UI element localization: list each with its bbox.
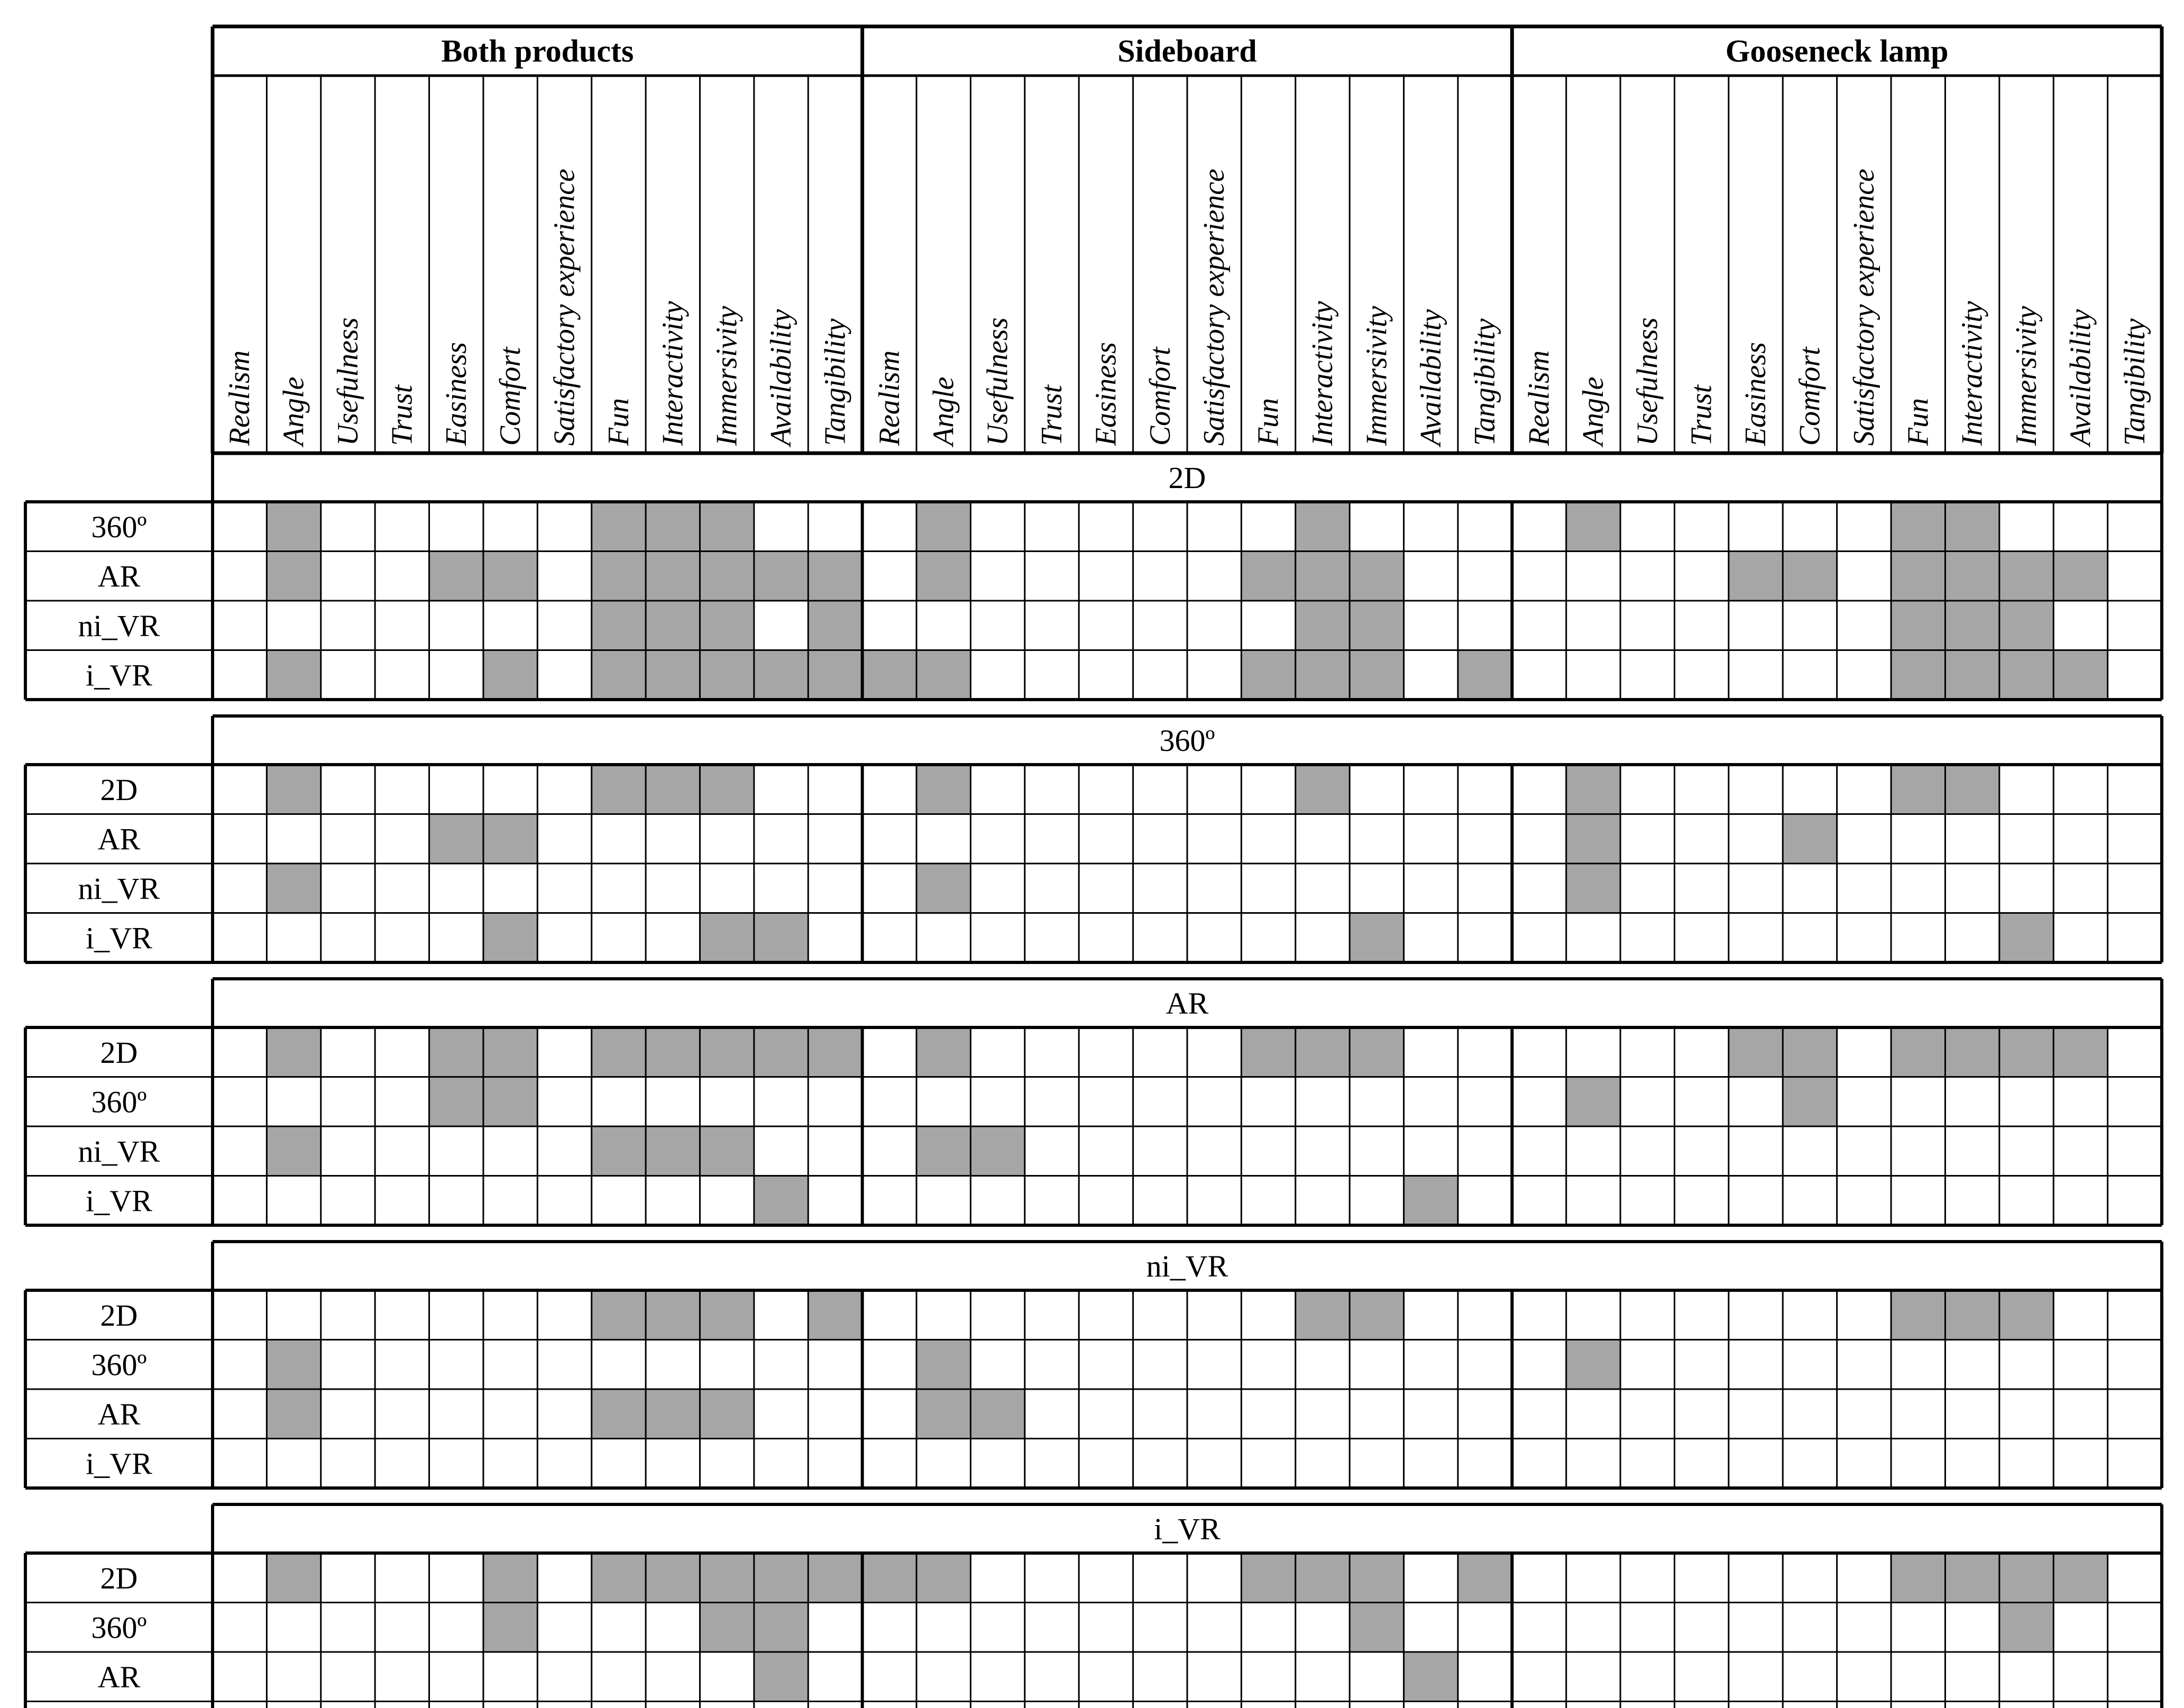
criterion-label: Satisfactory experience bbox=[548, 168, 581, 446]
criterion-label: Immersivity bbox=[2010, 306, 2043, 446]
shaded-cell bbox=[700, 1389, 754, 1439]
shaded-cell bbox=[1783, 814, 1837, 864]
row-label: ni_VR bbox=[78, 608, 160, 643]
shaded-cell bbox=[1783, 1077, 1837, 1127]
shaded-cell bbox=[1350, 601, 1403, 650]
shaded-cell bbox=[700, 1027, 754, 1077]
shaded-cell bbox=[483, 1077, 537, 1127]
shaded-cell bbox=[1945, 502, 1999, 552]
row-label: i_VR bbox=[86, 921, 152, 956]
shaded-cell bbox=[267, 502, 320, 552]
shaded-cell bbox=[592, 1027, 646, 1077]
criterion-label: Tangibility bbox=[2118, 318, 2151, 446]
shaded-cell bbox=[1296, 1027, 1350, 1077]
shaded-cell bbox=[1999, 1290, 2053, 1340]
shaded-cell bbox=[754, 1603, 808, 1652]
shaded-cell bbox=[700, 1553, 754, 1603]
shaded-cell bbox=[1296, 601, 1350, 650]
shaded-cell bbox=[1945, 1027, 1999, 1077]
group-title: Both products bbox=[441, 33, 634, 69]
shaded-cell bbox=[754, 1553, 808, 1603]
criterion-label: Easiness bbox=[1089, 342, 1123, 446]
shaded-cell bbox=[1404, 1652, 1458, 1702]
shaded-cell bbox=[267, 1389, 320, 1439]
shaded-cell bbox=[592, 1389, 646, 1439]
shaded-cell bbox=[916, 552, 970, 601]
shaded-cell bbox=[267, 1027, 320, 1077]
shaded-cell bbox=[1945, 1553, 1999, 1603]
row-label: AR bbox=[97, 1659, 141, 1694]
shaded-cell bbox=[754, 913, 808, 963]
shaded-cell bbox=[1241, 650, 1295, 700]
shaded-cell bbox=[1350, 1290, 1403, 1340]
shaded-cell bbox=[1296, 552, 1350, 601]
shaded-cell bbox=[970, 1126, 1024, 1176]
criterion-label: Realism bbox=[873, 350, 906, 446]
shaded-cell bbox=[1945, 552, 1999, 601]
shaded-cell bbox=[429, 814, 483, 864]
shaded-cell bbox=[267, 1340, 320, 1390]
shaded-cell bbox=[1350, 1027, 1403, 1077]
shaded-cell bbox=[1945, 650, 1999, 700]
shaded-cell bbox=[1999, 1027, 2053, 1077]
shaded-cell bbox=[483, 913, 537, 963]
shaded-cell bbox=[483, 814, 537, 864]
criterion-label: Trust bbox=[1035, 384, 1069, 446]
criterion-label: Usefulness bbox=[1631, 317, 1664, 446]
row-label: AR bbox=[97, 559, 141, 594]
shaded-cell bbox=[429, 1077, 483, 1127]
criterion-label: Comfort bbox=[1143, 347, 1177, 446]
shaded-cell bbox=[2053, 552, 2107, 601]
criterion-label: Immersivity bbox=[710, 306, 744, 446]
shaded-cell bbox=[592, 502, 646, 552]
shaded-cell bbox=[808, 650, 862, 700]
row-label: 2D bbox=[100, 772, 138, 807]
shaded-cell bbox=[754, 1027, 808, 1077]
shaded-cell bbox=[916, 1027, 970, 1077]
shaded-cell bbox=[1999, 552, 2053, 601]
shaded-cell bbox=[1296, 650, 1350, 700]
shaded-cell bbox=[1891, 502, 1945, 552]
shaded-cell bbox=[483, 1027, 537, 1077]
shaded-cell bbox=[1945, 765, 1999, 814]
shaded-cell bbox=[2053, 1027, 2107, 1077]
criterion-label: Usefulness bbox=[981, 317, 1014, 446]
shaded-cell bbox=[1350, 913, 1403, 963]
shaded-cell bbox=[592, 601, 646, 650]
shaded-cell bbox=[483, 1603, 537, 1652]
shaded-cell bbox=[1296, 765, 1350, 814]
shaded-cell bbox=[1945, 1290, 1999, 1340]
shaded-cell bbox=[1350, 650, 1403, 700]
shaded-cell bbox=[1566, 814, 1620, 864]
shaded-cell bbox=[700, 1126, 754, 1176]
shaded-cell bbox=[916, 1553, 970, 1603]
shaded-cell bbox=[916, 650, 970, 700]
shaded-cell bbox=[592, 1553, 646, 1603]
criterion-label: Satisfactory experience bbox=[1847, 168, 1880, 446]
shaded-cell bbox=[646, 650, 700, 700]
shaded-cell bbox=[1891, 1553, 1945, 1603]
row-label: i_VR bbox=[86, 1446, 152, 1481]
shaded-cell bbox=[1241, 1553, 1295, 1603]
shaded-cell bbox=[1891, 650, 1945, 700]
shaded-cell bbox=[1566, 864, 1620, 913]
group-title: Sideboard bbox=[1117, 33, 1257, 69]
shaded-cell bbox=[646, 502, 700, 552]
shaded-cell bbox=[267, 1553, 320, 1603]
shaded-cell bbox=[1891, 601, 1945, 650]
shaded-cell bbox=[429, 552, 483, 601]
shaded-cell bbox=[754, 1652, 808, 1702]
shaded-cell bbox=[916, 1340, 970, 1390]
row-label: ni_VR bbox=[78, 871, 160, 906]
shaded-cell bbox=[592, 1290, 646, 1340]
row-label: AR bbox=[97, 822, 141, 857]
shaded-cell bbox=[267, 1126, 320, 1176]
shaded-cell bbox=[700, 650, 754, 700]
shaded-cell bbox=[862, 650, 916, 700]
criterion-label: Availability bbox=[2064, 309, 2097, 446]
shaded-cell bbox=[808, 1027, 862, 1077]
shaded-cell bbox=[1350, 1603, 1403, 1652]
shaded-cell bbox=[808, 552, 862, 601]
shaded-cell bbox=[700, 1603, 754, 1652]
shaded-cell bbox=[916, 1126, 970, 1176]
criterion-label: Realism bbox=[223, 350, 256, 446]
shaded-cell bbox=[700, 552, 754, 601]
criterion-label: Angle bbox=[927, 377, 960, 446]
shaded-cell bbox=[700, 1290, 754, 1340]
criterion-label: Availability bbox=[765, 309, 798, 446]
shaded-cell bbox=[2053, 650, 2107, 700]
criterion-label: Interactivity bbox=[1306, 301, 1339, 446]
shaded-cell bbox=[754, 552, 808, 601]
shaded-cell bbox=[267, 864, 320, 913]
criterion-label: Realism bbox=[1522, 350, 1556, 446]
criterion-label: Trust bbox=[386, 384, 419, 446]
shaded-cell bbox=[483, 552, 537, 601]
row-label: 360º bbox=[91, 509, 147, 544]
criterion-label: Interactivity bbox=[1956, 301, 1989, 446]
shaded-cell bbox=[1945, 601, 1999, 650]
shaded-cell bbox=[1458, 1553, 1512, 1603]
shaded-cell bbox=[646, 1126, 700, 1176]
shaded-cell bbox=[1566, 1077, 1620, 1127]
shaded-cell bbox=[646, 1027, 700, 1077]
shaded-cell bbox=[1999, 650, 2053, 700]
row-label: 2D bbox=[100, 1298, 138, 1333]
shaded-cell bbox=[1241, 1027, 1295, 1077]
shaded-cell bbox=[808, 1290, 862, 1340]
criterion-label: Comfort bbox=[494, 347, 527, 446]
shaded-cell bbox=[1999, 913, 2053, 963]
criterion-label: Interactivity bbox=[656, 301, 690, 446]
row-label: AR bbox=[97, 1397, 141, 1431]
criterion-label: Fun bbox=[1902, 398, 1935, 446]
shaded-cell bbox=[429, 1027, 483, 1077]
shaded-cell bbox=[646, 1389, 700, 1439]
shaded-cell bbox=[1566, 765, 1620, 814]
row-label: 2D bbox=[100, 1560, 138, 1595]
shaded-cell bbox=[700, 601, 754, 650]
section-label: AR bbox=[1166, 986, 1209, 1021]
criterion-label: Immersivity bbox=[1360, 306, 1393, 446]
shaded-cell bbox=[1350, 552, 1403, 601]
criterion-label: Availability bbox=[1414, 309, 1447, 446]
criterion-label: Easiness bbox=[439, 342, 473, 446]
shaded-cell bbox=[1783, 552, 1837, 601]
shaded-cell bbox=[592, 765, 646, 814]
shaded-cell bbox=[916, 864, 970, 913]
row-label: 360º bbox=[91, 1085, 147, 1119]
shaded-cell bbox=[754, 1176, 808, 1226]
shaded-cell bbox=[862, 1553, 916, 1603]
row-label: 2D bbox=[100, 1035, 138, 1070]
shaded-cell bbox=[267, 650, 320, 700]
row-label: 360º bbox=[91, 1610, 147, 1645]
shaded-cell bbox=[1891, 1027, 1945, 1077]
shaded-cell bbox=[1404, 1176, 1458, 1226]
shaded-cell bbox=[1296, 1553, 1350, 1603]
shaded-cell bbox=[267, 552, 320, 601]
shaded-cell bbox=[808, 601, 862, 650]
shaded-cell bbox=[592, 650, 646, 700]
shaded-cell bbox=[700, 765, 754, 814]
section-label: 360º bbox=[1159, 723, 1215, 758]
shaded-cell bbox=[916, 1389, 970, 1439]
shaded-cell bbox=[1566, 1340, 1620, 1390]
shaded-cell bbox=[646, 552, 700, 601]
criterion-label: Easiness bbox=[1739, 342, 1773, 446]
row-label: i_VR bbox=[86, 1183, 152, 1218]
criterion-label: Angle bbox=[1576, 377, 1610, 446]
section-label: 2D bbox=[1168, 461, 1206, 495]
shaded-cell bbox=[916, 502, 970, 552]
shaded-cell bbox=[700, 502, 754, 552]
shaded-cell bbox=[1458, 650, 1512, 700]
shaded-cell bbox=[1729, 552, 1783, 601]
shaded-cell bbox=[1999, 1603, 2053, 1652]
section-label: i_VR bbox=[1154, 1512, 1221, 1546]
shaded-cell bbox=[592, 552, 646, 601]
shaded-cell bbox=[483, 650, 537, 700]
shaded-cell bbox=[1241, 552, 1295, 601]
shaded-cell bbox=[1999, 1553, 2053, 1603]
shaded-cell bbox=[970, 1389, 1024, 1439]
shaded-cell bbox=[267, 765, 320, 814]
shaded-cell bbox=[1999, 601, 2053, 650]
shaded-cell bbox=[808, 1553, 862, 1603]
shaded-cell bbox=[1350, 1553, 1403, 1603]
shaded-cell bbox=[1891, 552, 1945, 601]
shaded-cell bbox=[1296, 502, 1350, 552]
shaded-cell bbox=[1566, 502, 1620, 552]
shaded-cell bbox=[646, 1290, 700, 1340]
shaded-cell bbox=[700, 913, 754, 963]
shaded-cell bbox=[1891, 1290, 1945, 1340]
row-label: i_VR bbox=[86, 658, 152, 693]
criterion-label: Usefulness bbox=[331, 317, 364, 446]
row-label: 360º bbox=[91, 1347, 147, 1382]
criterion-label: Comfort bbox=[1793, 347, 1827, 446]
criterion-label: Tangibility bbox=[819, 318, 852, 446]
row-label: ni_VR bbox=[78, 1134, 160, 1169]
criterion-label: Trust bbox=[1685, 384, 1718, 446]
shaded-cell bbox=[1783, 1027, 1837, 1077]
shaded-cell bbox=[592, 1126, 646, 1176]
criterion-label: Fun bbox=[602, 398, 635, 446]
shaded-cell bbox=[754, 650, 808, 700]
criterion-label: Fun bbox=[1252, 398, 1285, 446]
criterion-label: Satisfactory experience bbox=[1198, 168, 1231, 446]
shaded-cell bbox=[646, 765, 700, 814]
criterion-label: Angle bbox=[277, 377, 310, 446]
shaded-cell bbox=[2053, 1553, 2107, 1603]
criterion-label: Tangibility bbox=[1469, 318, 1502, 446]
shaded-cell bbox=[646, 601, 700, 650]
shaded-cell bbox=[1729, 1027, 1783, 1077]
group-title: Gooseneck lamp bbox=[1725, 33, 1949, 69]
shaded-cell bbox=[646, 1553, 700, 1603]
shaded-cell bbox=[1891, 765, 1945, 814]
shaded-cell bbox=[1296, 1290, 1350, 1340]
shaded-cell bbox=[483, 1553, 537, 1603]
section-label: ni_VR bbox=[1146, 1249, 1228, 1283]
shaded-cell bbox=[916, 765, 970, 814]
